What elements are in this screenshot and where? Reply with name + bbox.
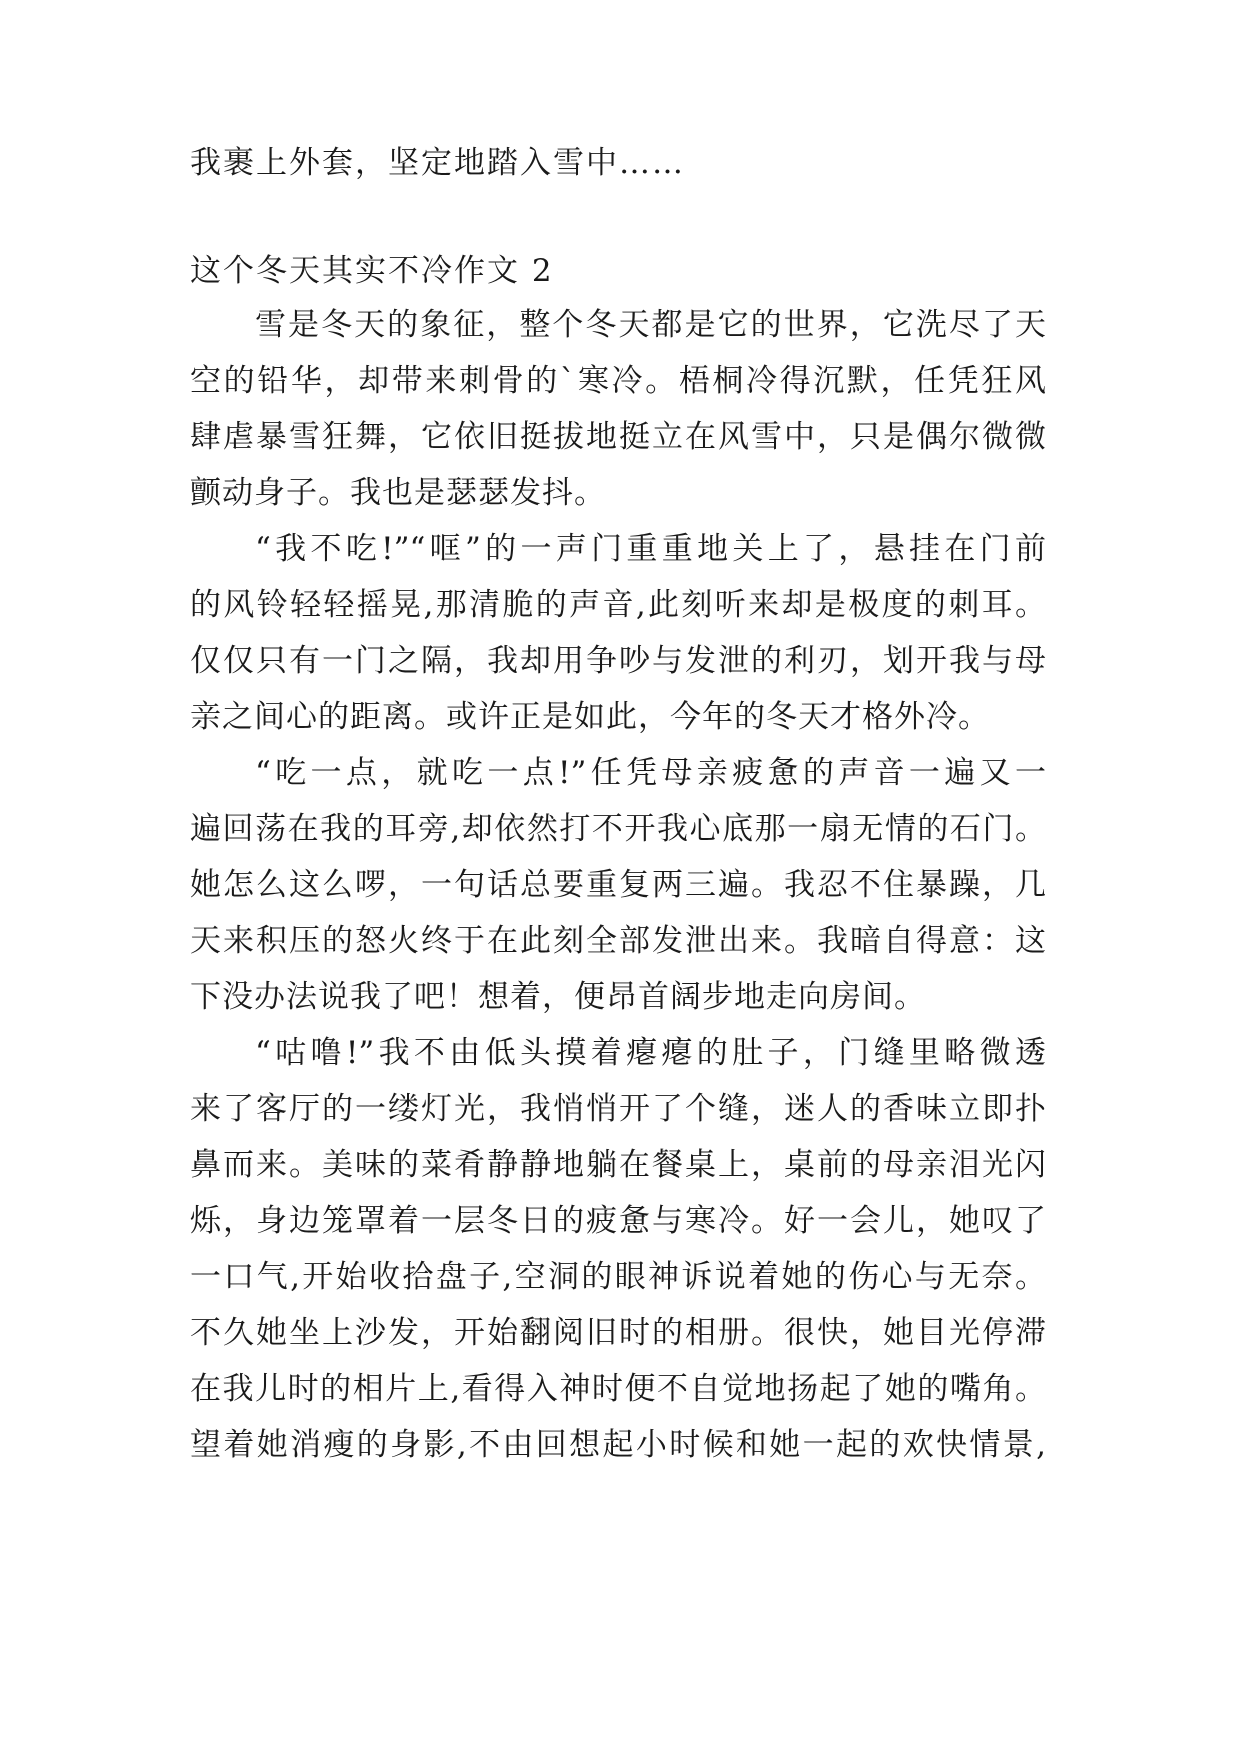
essay-title: 这个冬天其实不冷作文 2 [190, 253, 554, 289]
paragraph-line: 鼻而来。美味的菜肴静静地躺在餐桌上，桌前的母亲泪光闪 [190, 1147, 1046, 1183]
paragraph-line: 烁，身边笼罩着一层冬日的疲惫与寒冷。好一会儿，她叹了 [190, 1203, 1046, 1239]
paragraph-line: 下没办法说我了吧！想着，便昂首阔步地走向房间。 [190, 979, 926, 1015]
paragraph-line: 一口气,开始收拾盘子,空洞的眼神诉说着她的伤心与无奈。 [190, 1259, 1046, 1295]
paragraph-line: 颤动身子。我也是瑟瑟发抖。 [190, 475, 606, 511]
paragraph-line: 遍回荡在我的耳旁,却依然打不开我心底那一扇无情的石门。 [190, 811, 1046, 847]
paragraph-line: 来了客厅的一缕灯光，我悄悄开了个缝，迷人的香味立即扑 [190, 1091, 1046, 1127]
paragraph-line: 不久她坐上沙发，开始翻阅旧时的相册。很快，她目光停滞 [190, 1315, 1046, 1351]
paragraph-line: “我不吃!”“哐”的一声门重重地关上了，悬挂在门前 [255, 531, 1046, 567]
paragraph-line: 亲之间心的距离。或许正是如此，今年的冬天才格外冷。 [190, 699, 990, 735]
paragraph-line: “吃一点，就吃一点!”任凭母亲疲惫的声音一遍又一 [255, 755, 1046, 791]
paragraph-line: 空的铅华，却带来刺骨的`寒冷。梧桐冷得沉默，任凭狂风 [190, 363, 1046, 399]
paragraph-line: “咕噜!”我不由低头摸着瘪瘪的肚子，门缝里略微透 [255, 1035, 1046, 1071]
paragraph-line: 仅仅只有一门之隔，我却用争吵与发泄的利刃，划开我与母 [190, 643, 1046, 679]
paragraph-line: 天来积压的怒火终于在此刻全部发泄出来。我暗自得意：这 [190, 923, 1046, 959]
paragraph-line: 肆虐暴雪狂舞，它依旧挺拔地挺立在风雪中，只是偶尔微微 [190, 419, 1046, 455]
paragraph-line: 望着她消瘦的身影,不由回想起小时候和她一起的欢快情景, [190, 1427, 1046, 1463]
paragraph-line: 的风铃轻轻摇晃,那清脆的声音,此刻听来却是极度的刺耳。 [190, 587, 1046, 623]
intro-line: 我裹上外套，坚定地踏入雪中…… [190, 145, 685, 181]
paragraph-line: 在我儿时的相片上,看得入神时便不自觉地扬起了她的嘴角。 [190, 1371, 1046, 1407]
paragraph-line: 雪是冬天的象征，整个冬天都是它的世界，它洗尽了天 [255, 307, 1046, 343]
paragraph-line: 她怎么这么啰，一句话总要重复两三遍。我忍不住暴躁，几 [190, 867, 1046, 903]
